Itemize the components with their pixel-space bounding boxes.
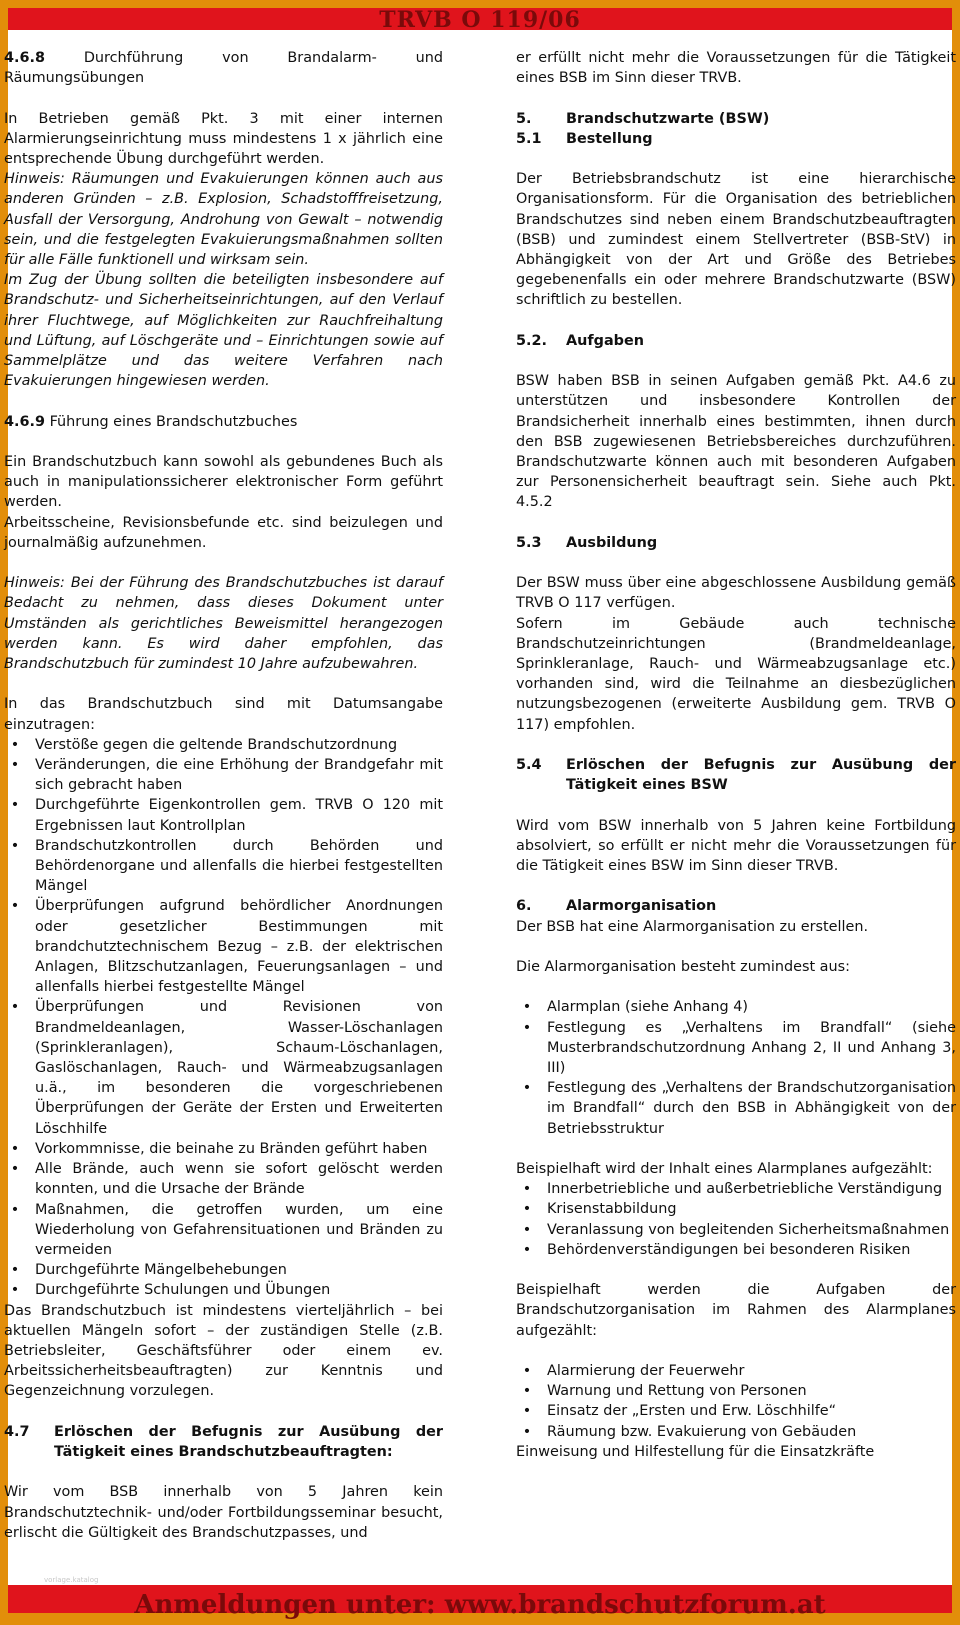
section-4-6-8-heading bbox=[4, 48, 443, 88]
section-title: Alarmorganisation bbox=[566, 898, 717, 915]
list-item: • Vorkommnisse, die beinahe zu Bränden geführt haben bbox=[4, 1139, 443, 1159]
entries-list bbox=[4, 735, 443, 1301]
list-item: • Warnung und Rettung von Personen bbox=[516, 1381, 956, 1401]
section-number: 4.6.8 bbox=[4, 50, 45, 66]
bullet-icon: • bbox=[522, 1201, 532, 1218]
footer-bar: Anmeldungen unter: www.brandschutzforum.at bbox=[8, 1585, 952, 1613]
bullet-icon: • bbox=[522, 1383, 532, 1400]
list-item: • Räumung bzw. Evakuierung von Gebäuden bbox=[516, 1422, 956, 1442]
bullet-icon: • bbox=[10, 797, 20, 814]
bullet-icon: • bbox=[10, 1282, 20, 1299]
section-title: Erlöschen der Befugnis zur Ausübung der Tätigkeit eines BSW bbox=[566, 757, 956, 794]
section-title: Bestellung bbox=[566, 130, 653, 147]
paragraph: Arbeitsscheine, Revisionsbefunde etc. sind beizulegen und journalmäßig aufzunehmen. bbox=[4, 514, 443, 551]
section-5-3-heading bbox=[516, 533, 956, 553]
section-title: Erlöschen der Befugnis zur Ausübung der Tätigkeit eines Brandschutzbeauftragten: bbox=[54, 1423, 443, 1460]
list-item: • Krisenstabbildung bbox=[516, 1199, 956, 1219]
bullet-icon: • bbox=[522, 1403, 532, 1420]
hint-paragraph: Hinweis: Räumungen und Evakuierungen können auch aus anderen Gründen – z.B. Explosion, Schadstofffreisetzung, Ausfall der Versorgung, Androhung von Gewalt – notwendig sein, und die festgelegten Evakuierungsmaßnahmen sollten für alle Fälle funktionell und wirksam sein. bbox=[4, 171, 443, 269]
section-4-7-heading bbox=[4, 1422, 443, 1462]
paragraph: Wird vom BSW innerhalb von 5 Jahren keine Fortbildung absolviert, so erfüllt er nicht mehr die Voraussetzungen für die Tätigkeit eines BSW im Sinn dieser TRVB. bbox=[516, 817, 956, 874]
list-item: • Brandschutzkontrollen durch Behörden und Behördenorgane und allenfalls die hierbei festgestellten Mängel bbox=[4, 836, 443, 897]
paragraph: Der BSB hat eine Alarmorganisation zu erstellen. bbox=[516, 918, 869, 935]
list-item: • Festlegung des „Verhaltens der Brandschutzorganisation im Brandfall“ durch den BSB in Abhängigkeit von der Betriebsstruktur bbox=[516, 1078, 956, 1139]
watermark: vorlage.katalog bbox=[44, 1576, 99, 1584]
list-item: • Alarmierung der Feuerwehr bbox=[516, 1361, 956, 1381]
list-item: • Behördenverständigungen bei besonderen Risiken bbox=[516, 1240, 956, 1260]
bullet-icon: • bbox=[522, 999, 532, 1016]
section-number: 5.1 bbox=[516, 130, 542, 147]
hint-paragraph: Hinweis: Bei der Führung des Brandschutzbuches ist darauf Bedacht zu nehmen, dass dieses Dokument unter Umständen als gerichtliches Beweismittel herangezogen werden kann. Es wird daher empfohlen, das Brandschutzbuch für zumindest 10 Jahre aufzubewahren. bbox=[4, 575, 443, 673]
list-item: • Innerbetriebliche und außerbetriebliche Verständigung bbox=[516, 1179, 956, 1199]
paragraph: Das Brandschutzbuch ist mindestens vierteljährlich – bei aktuellen Mängeln sofort – der zuständigen Stelle (z.B. Betriebsleiter, Geschäftsführer oder einem ev. Arbeitssicherheitsbeauftragten) zur Kenntnis und Gegenzeichnung vorzulegen. bbox=[4, 1302, 443, 1400]
bullet-icon: • bbox=[10, 736, 20, 753]
list-item: • Einsatz der „Ersten und Erw. Löschhilfe“ bbox=[516, 1401, 956, 1421]
bullet-icon: • bbox=[522, 1181, 532, 1198]
organisation-tasks-list bbox=[516, 1361, 956, 1442]
hint-paragraph: Im Zug der Übung sollten die beteiligten insbesondere auf Brandschutz- und Sicherheitseinrichtungen, auf den Verlauf ihrer Fluchtwege, auf Möglichkeiten zur Rauchfreihaltung und Lüftung, auf Löschgeräte und – Einrichtungen sowie auf Sammelplätze und das weitere Verfahren nach Evakuierungen hingewiesen werden. bbox=[4, 272, 443, 390]
paragraph: Beispielhaft werden die Aufgaben der Brandschutzorganisation im Rahmen des Alarmplanes aufgezählt: bbox=[516, 1282, 956, 1339]
list-item: • Überprüfungen und Revisionen von Brandmeldeanlagen, Wasser-Löschanlagen (Sprinkleranlagen), Schaum-Löschanlagen, Gaslöschanlagen, Rauch- und Wärmeabzugsanlagen u.ä., im besonderen die vorgeschriebenen Überprüfungen der Geräte der Ersten und Erweiterten Löschhilfe bbox=[4, 997, 443, 1138]
paragraph: Einweisung und Hilfestellung für die Einsatzkräfte bbox=[516, 1443, 875, 1460]
paragraph: Die Alarmorganisation besteht zumindest aus: bbox=[516, 958, 850, 975]
section-number: 5.3 bbox=[516, 534, 542, 551]
section-number: 5.2. bbox=[516, 332, 547, 349]
section-4-6-9-heading bbox=[4, 412, 443, 432]
bullet-icon: • bbox=[10, 837, 20, 854]
section-number: 4.7 bbox=[4, 1423, 30, 1440]
paragraph: Der Betriebsbrandschutz ist eine hierarchische Organisationsform. Für die Organisation des betrieblichen Brandschutzes sind neben einem Brandschutzbeauftragten (BSB) und zumindest einem Stellvertreter (BSB-StV) in Abhängigkeit von der Art und Größe des Betriebes gegebenenfalls ein oder mehrere Brandschutzwarte (BSW) schriftlich zu bestellen. bbox=[516, 171, 956, 309]
list-item: • Verstöße gegen die geltende Brandschutzordnung bbox=[4, 735, 443, 755]
bullet-icon: • bbox=[10, 999, 20, 1016]
paragraph: er erfüllt nicht mehr die Voraussetzungen für die Tätigkeit eines BSB im Sinn dieser TRVB. bbox=[516, 50, 956, 87]
bullet-icon: • bbox=[10, 1161, 20, 1178]
section-number: 5. bbox=[516, 110, 532, 127]
section-5-heading bbox=[516, 109, 956, 129]
bullet-icon: • bbox=[10, 757, 20, 774]
paragraph: BSW haben BSB in seinen Aufgaben gemäß Pkt. A4.6 zu unterstützen und insbesondere Kontrollen der Brandsicherheit innerhalb eines bestimmten, ihnen durch den BSB zugewiesenen Betriebsbereiches durchzuführen. Brandschutzwarte können auch mit besonderen Aufgaben zur Personensicherheit beauftragt sein. Siehe auch Pkt. 4.5.2 bbox=[516, 373, 956, 511]
alarm-plan-list bbox=[516, 1179, 956, 1260]
list-item: • Veranlassung von begleitenden Sicherheitsmaßnahmen bbox=[516, 1220, 956, 1240]
list-item: • Festlegung es „Verhaltens im Brandfall“ (siehe Musterbrandschutzordnung Anhang 2, II und Anhang 3, III) bbox=[516, 1018, 956, 1079]
bullet-icon: • bbox=[10, 1201, 20, 1218]
list-item: • Überprüfungen aufgrund behördlicher Anordnungen oder gesetzlicher Bestimmungen mit brandchutztechnischem Bezug – z.B. der elektrischen Anlagen, Blitzschutzanlagen, Feuerungsanlagen – und allenfalls hierbei festgestellte Mängel bbox=[4, 896, 443, 997]
list-item: • Durchgeführte Mängelbehebungen bbox=[4, 1260, 443, 1280]
paragraph: Ein Brandschutzbuch kann sowohl als gebundenes Buch als auch in manipulationssicherer elektronischer Form geführt werden. bbox=[4, 454, 443, 511]
alarm-organisation-list bbox=[516, 997, 956, 1138]
paragraph: In das Brandschutzbuch sind mit Datumsangabe einzutragen: bbox=[4, 696, 443, 733]
left-column bbox=[4, 48, 443, 1543]
paragraph: Beispielhaft wird der Inhalt eines Alarmplanes aufgezählt: bbox=[516, 1160, 933, 1177]
section-5-1-heading bbox=[516, 129, 956, 149]
bullet-icon: • bbox=[522, 1080, 532, 1097]
section-6-heading bbox=[516, 896, 956, 916]
section-title: Brandschutzwarte (BSW) bbox=[566, 110, 770, 127]
list-item: • Maßnahmen, die getroffen wurden, um eine Wiederholung von Gefahrensituationen und Bränden zu vermeiden bbox=[4, 1200, 443, 1261]
header-bar: TRVB O 119/06 bbox=[8, 8, 952, 30]
paragraph: In Betrieben gemäß Pkt. 3 mit einer internen Alarmierungseinrichtung muss mindestens 1 x jährlich eine entsprechende Übung durchgeführt werden. bbox=[4, 110, 443, 167]
section-number: 4.6.9 bbox=[4, 413, 45, 430]
section-title: Durchführung von Brandalarm- und Räumungsübungen bbox=[4, 50, 443, 87]
list-item: • Durchgeführte Schulungen und Übungen bbox=[4, 1280, 443, 1300]
bullet-icon: • bbox=[522, 1423, 532, 1440]
section-5-2-heading bbox=[516, 331, 956, 351]
list-item: • Alarmplan (siehe Anhang 4) bbox=[516, 997, 956, 1017]
section-5-4-heading bbox=[516, 755, 956, 795]
paragraph: Sofern im Gebäude auch technische Brandschutzeinrichtungen (Brandmeldeanlage, Sprinkleranlage, Rauch- und Wärmeabzugsanlage etc.) vorhanden sind, wird die Teilnahme an diesbezüglichen nutzungsbezogenen (erweiterte Ausbildung gem. TRVB O 117) empfohlen. bbox=[516, 615, 956, 733]
list-item: • Veränderungen, die eine Erhöhung der Brandgefahr mit sich gebracht haben bbox=[4, 755, 443, 795]
paragraph: Der BSW muss über eine abgeschlossene Ausbildung gemäß TRVB O 117 verfügen. bbox=[516, 575, 956, 612]
section-title: Führung eines Brandschutzbuches bbox=[49, 413, 298, 430]
list-item: • Alle Brände, auch wenn sie sofort gelöscht werden konnten, und die Ursache der Brände bbox=[4, 1159, 443, 1199]
section-title: Ausbildung bbox=[566, 534, 658, 551]
bullet-icon: • bbox=[522, 1221, 532, 1238]
bullet-icon: • bbox=[10, 1140, 20, 1157]
bullet-icon: • bbox=[10, 898, 20, 915]
bullet-icon: • bbox=[10, 1262, 20, 1279]
section-title: Aufgaben bbox=[566, 332, 644, 349]
section-number: 5.4 bbox=[516, 757, 542, 773]
bullet-icon: • bbox=[522, 1241, 532, 1258]
paragraph: Wir vom BSB innerhalb von 5 Jahren kein Brandschutztechnik- und/oder Fortbildungsseminar besucht, erlischt die Gültigkeit des Brandschutzpasses, und bbox=[4, 1484, 443, 1541]
document-page bbox=[4, 7, 956, 1620]
section-number: 6. bbox=[516, 898, 532, 915]
bullet-icon: • bbox=[522, 1362, 532, 1379]
bullet-icon: • bbox=[522, 1019, 532, 1036]
right-column bbox=[516, 48, 956, 1462]
list-item: • Durchgeführte Eigenkontrollen gem. TRVB O 120 mit Ergebnissen laut Kontrollplan bbox=[4, 795, 443, 835]
